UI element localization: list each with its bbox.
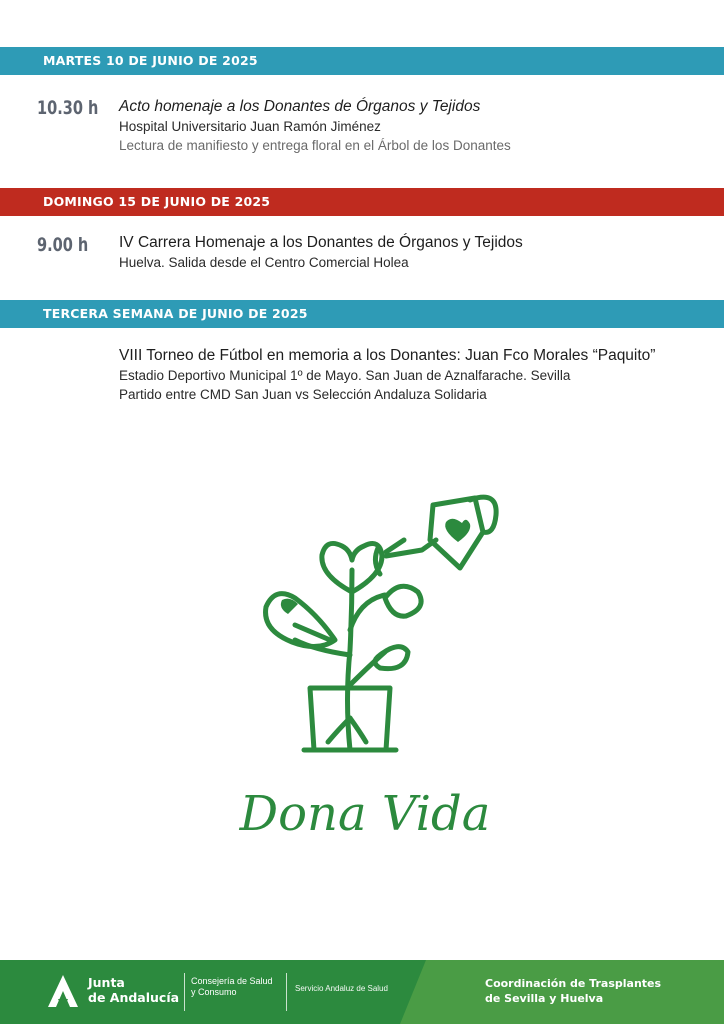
event-time: 10.30 h <box>37 97 99 119</box>
date-banner: TERCERA SEMANA DE JUNIO DE 2025 <box>0 300 724 328</box>
event-title: Acto homenaje a los Donantes de Órganos y Tejidos <box>119 98 481 115</box>
coordinacion-label: Coordinación de Trasplantes de Sevilla y Huelva <box>485 977 662 1005</box>
divider <box>184 973 185 1011</box>
event-block <box>119 346 719 404</box>
event-block <box>119 233 719 272</box>
event-title: IV Carrera Homenaje a los Donantes de Órganos y Tejidos <box>119 234 523 251</box>
dona-vida-logo <box>200 480 530 850</box>
event-location: Huelva. Salida desde el Centro Comercial Holea <box>119 255 409 270</box>
event-location: Estadio Deportivo Municipal 1º de Mayo. San Juan de Aznalfarache. Sevilla <box>119 368 571 383</box>
servicio-andaluz-label: Servicio Andaluz de Salud <box>295 984 388 993</box>
event-location: Hospital Universitario Juan Ramón Jiménez <box>119 119 381 134</box>
watering-can-plant-icon <box>200 480 530 850</box>
date-banner: DOMINGO 15 DE JUNIO DE 2025 <box>0 188 724 216</box>
footer <box>0 960 724 1024</box>
consejeria-label: Consejería de Salud y Consumo <box>191 976 273 997</box>
event-block <box>119 97 719 155</box>
logo-wordmark: Dona Vida <box>239 786 491 842</box>
event-time: 9.00 h <box>37 234 89 256</box>
junta-andalucia-label: Junta de Andalucía <box>88 975 180 1005</box>
event-title: VIII Torneo de Fútbol en memoria a los Donantes: Juan Fco Morales “Paquito” <box>119 347 656 364</box>
junta-andalucia-logo-icon <box>46 973 80 1009</box>
divider <box>286 973 287 1011</box>
event-description: Partido entre CMD San Juan vs Selección Andaluza Solidaria <box>119 387 487 402</box>
event-description: Lectura de manifiesto y entrega floral en el Árbol de los Donantes <box>119 138 511 153</box>
date-banner: MARTES 10 DE JUNIO DE 2025 <box>0 47 724 75</box>
